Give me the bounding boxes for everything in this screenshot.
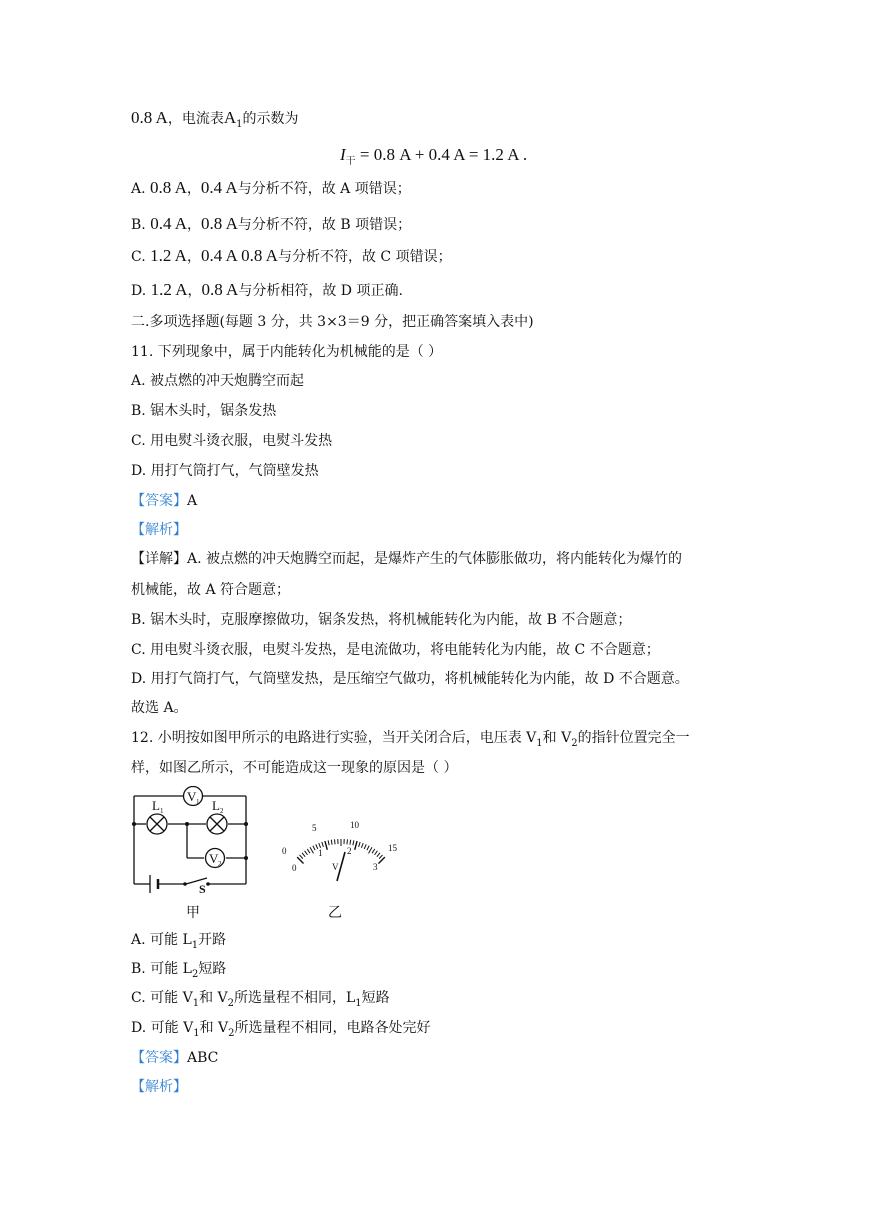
dial-tick	[331, 840, 332, 845]
figure-label-jia: 甲	[186, 905, 200, 921]
dial-top-label-15: 15	[388, 843, 397, 853]
question-12-line1: 12. 小明按如图甲所示的电路进行实验，当开关闭合后，电压表 $V_1$和 $V_2$的指针位置完全一	[131, 730, 690, 749]
circuit-diagram	[128, 786, 254, 894]
dial-top-label-0: 0	[282, 846, 287, 856]
formula-total-current: $I_干 = 0.8$ A + 0.4 A = 1.2 A .	[340, 145, 528, 167]
dial-unit-label: V	[332, 862, 339, 872]
dial-bottom-label-2: 2	[347, 846, 352, 856]
dial-tick	[353, 840, 354, 845]
answer-12-line	[131, 1048, 218, 1068]
dial-tick	[347, 839, 348, 844]
dial-tick	[379, 855, 382, 859]
detail-11-conclusion: 故选 A。	[131, 700, 188, 716]
circuit-l2-label: L	[212, 798, 220, 813]
dial-top-label-10: 10	[350, 820, 359, 830]
answer-value: A	[187, 493, 198, 509]
analysis-tag-12: 【解析】	[131, 1079, 187, 1095]
detail-11-c: C. 用电熨斗烫衣服，电熨斗发热，是电流做功，将电能转化为内能，故 C 不合题意；	[131, 642, 660, 658]
analysis-tag-11: 【解析】	[131, 522, 187, 538]
dial-tick	[310, 847, 314, 853]
voltmeter-dial	[275, 815, 405, 890]
question-11-option-a: A. 被点燃的冲天炮腾空而起	[131, 373, 305, 389]
question-12-option-a: A. 可能 $L_1$开路	[131, 932, 227, 951]
circuit-v2-sub: 2	[218, 860, 222, 868]
dial-tick	[375, 851, 378, 855]
dial-tick	[325, 841, 327, 850]
dial-tick	[377, 853, 380, 857]
dial-tick	[313, 846, 315, 850]
question-11-option-d: D. 用打气筒打气，气筒壁发热	[131, 463, 319, 479]
option-c-line: C. 1.2 A，0.4 A 0.8 A与分析不符，故 C 项错误；	[131, 246, 452, 265]
dial-bottom-label-3: 3	[373, 862, 378, 872]
circuit-switch-label: S	[199, 882, 206, 894]
dial-tick	[372, 849, 375, 853]
detail-11-b: B. 锯木头时，克服摩擦做功，锯条发热，将机械能转化为内能，故 B 不合题意；	[131, 612, 632, 628]
dial-tick	[359, 842, 361, 847]
figure-label-yi: 乙	[328, 905, 342, 921]
answer-tag: 【答案】	[131, 493, 187, 509]
detail-11-a-line2: 机械能，故 A 符合题意；	[131, 582, 291, 598]
detail-11-a-line1: 【详解】A. 被点燃的冲天炮腾空而起，是爆炸产生的气体膨胀做功，将内能转化为爆竹的	[131, 551, 683, 567]
question-12-option-d: D. 可能 $V_1$和 $V_2$所选量程不相同，电路各处完好	[131, 1020, 431, 1039]
section-heading-multiple-choice: 二.多项选择题(每题 3 分，共 3×3＝9 分，把正确答案填入表中)	[131, 314, 534, 330]
question-12-line2: 样，如图乙所示，不可能造成这一现象的原因是（ ）	[131, 760, 458, 776]
dial-tick	[300, 855, 303, 859]
circuit-v2-label: V	[209, 851, 219, 866]
circuit-l2-sub: 2	[220, 807, 224, 815]
dial-tick	[364, 844, 366, 849]
option-a-line: A. 0.8 A，0.4 A与分析不符，故 A 项错误；	[131, 178, 411, 197]
circuit-l1-sub: 1	[160, 807, 164, 815]
dial-bottom-label-1: 1	[318, 848, 323, 858]
dial-bottom-label-0: 0	[292, 863, 297, 873]
dial-top-label-5: 5	[312, 823, 317, 833]
question-11-option-c: C. 用电熨斗烫衣服，电熨斗发热	[131, 433, 333, 449]
dial-tick	[350, 840, 351, 845]
answer-value: ABC	[187, 1050, 219, 1066]
detail-11-d: D. 用打气筒打气，气筒壁发热，是压缩空气做功，将机械能转化为内能，故 D 不合题意。	[131, 671, 689, 687]
dial-tick	[355, 841, 357, 850]
dial-tick	[367, 846, 369, 850]
option-b-line: B. 0.4 A，0.8 A与分析不符，故 B 项错误；	[131, 214, 412, 233]
circuit-v1-sub: 1	[196, 798, 200, 806]
dial-tick	[307, 849, 310, 853]
dial-tick	[302, 853, 305, 857]
question-12-option-b: B. 可能 $L_2$短路	[131, 961, 227, 980]
dial-tick	[305, 851, 308, 855]
dial-tick	[335, 839, 336, 844]
answer-11-line	[131, 491, 197, 511]
question-12-option-c: C. 可能 $V_1$和 $V_2$所选量程不相同，$L_1$短路	[131, 990, 390, 1009]
dial-tick	[361, 843, 363, 848]
answer-tag: 【答案】	[131, 1050, 187, 1066]
text-line-current-intro: 0.8 A，电流表$A_1$的示数为	[131, 108, 299, 130]
dial-tick	[322, 842, 324, 847]
option-d-line: D. 1.2 A，0.8 A与分析相符，故 D 项正确.	[131, 280, 403, 299]
dial-tick	[328, 840, 329, 845]
question-11: 11. 下列现象中，属于内能转化为机械能的是（ ）	[131, 344, 443, 360]
dial-tick	[369, 847, 373, 853]
circuit-l1-label: L	[152, 798, 160, 813]
question-11-option-b: B. 锯木头时，锯条发热	[131, 403, 277, 419]
circuit-v1-label: V	[187, 789, 197, 804]
